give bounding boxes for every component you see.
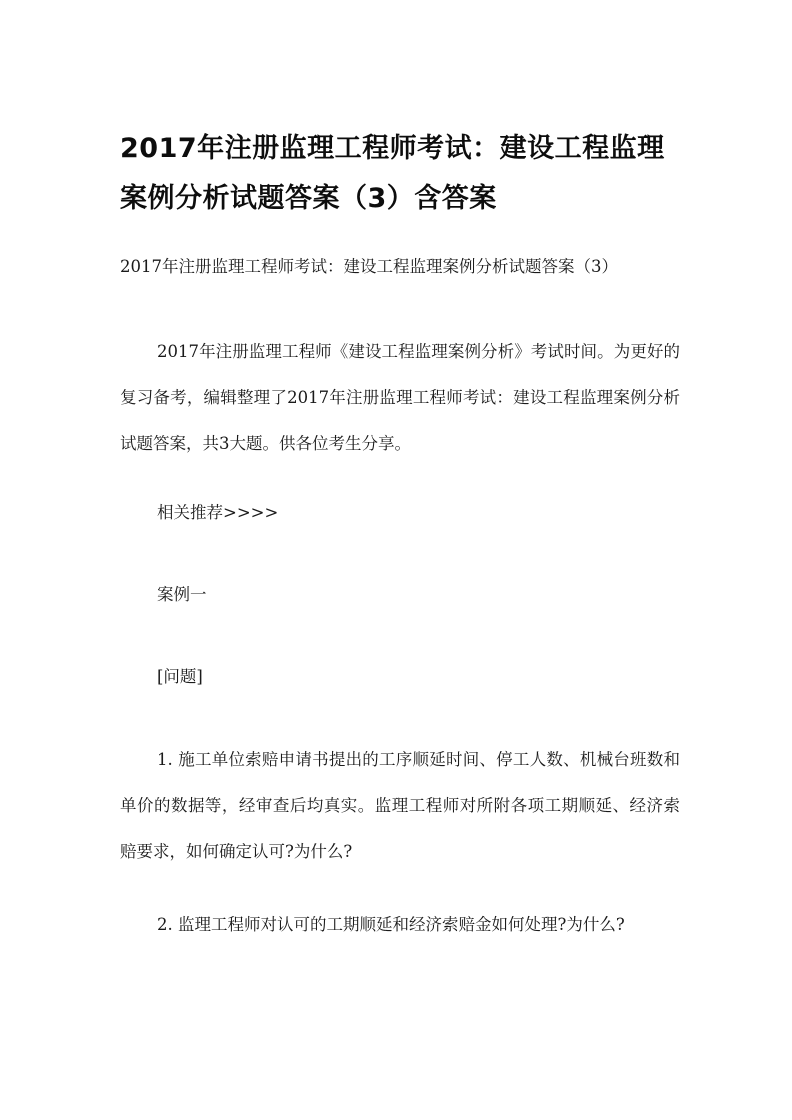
related-recommendations-link[interactable]: 相关推荐>>>>	[157, 503, 279, 522]
intro-paragraph: 2017年注册监理工程师《建设工程监理案例分析》考试时间。为更好的复习备考，编辑整理了2017年注册监理工程师考试：建设工程监理案例分析试题答案，共3大题。供各位考生分享。	[120, 342, 680, 453]
question-label: [问题]	[157, 667, 203, 686]
question-item-1	[120, 737, 680, 875]
document-title: 2017年注册监理工程师考试：建设工程监理案例分析试题答案（3）含答案	[120, 133, 665, 214]
question-text: 施工单位索赔申请书提出的工序顺延时间、停工人数、机械台班数和单价的数据等，经审查后均真实。监理工程师对所附各项工期顺延、经济索赔要求，如何确定认可?为什么?	[120, 750, 681, 861]
question-number: 1.	[157, 750, 173, 769]
document-subtitle: 2017年注册监理工程师考试：建设工程监理案例分析试题答案（3）	[120, 257, 618, 276]
question-number: 2.	[157, 915, 173, 934]
case-heading: 案例一	[157, 585, 207, 604]
question-item-2	[120, 902, 680, 948]
question-text: 监理工程师对认可的工期顺延和经济索赔金如何处理?为什么?	[178, 915, 625, 934]
